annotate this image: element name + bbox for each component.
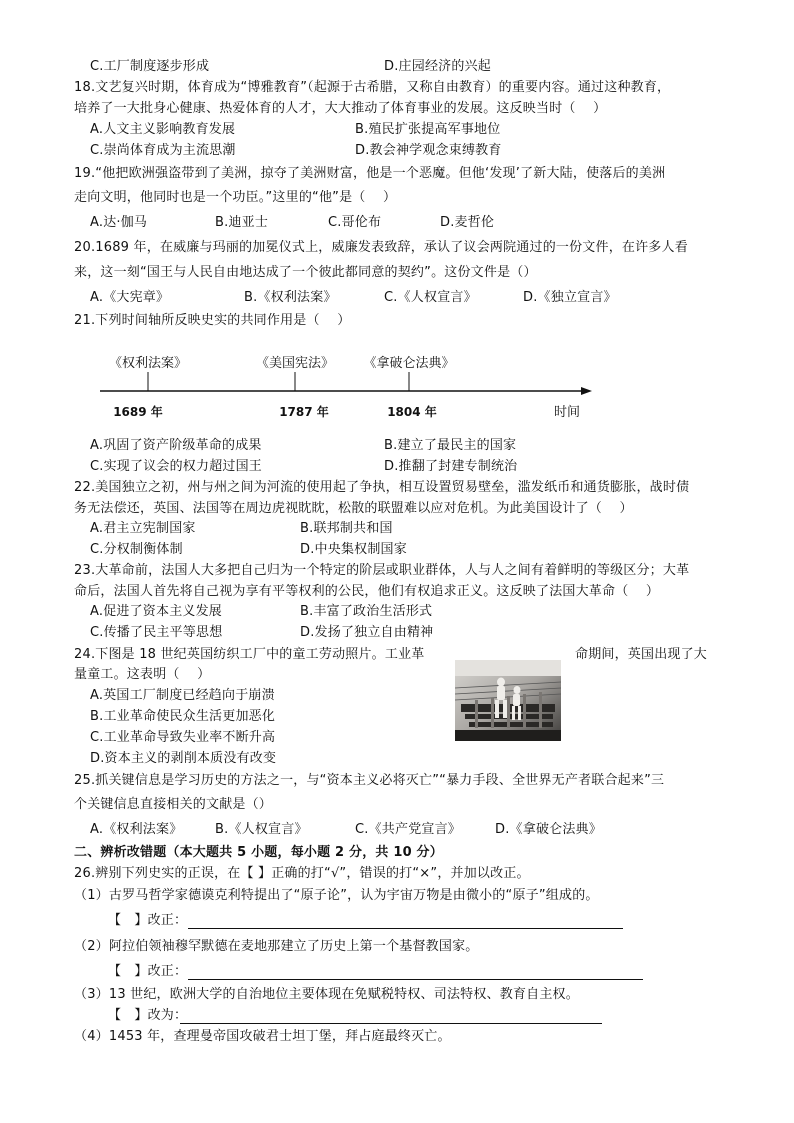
timeline-event-year: 1787 年 <box>279 405 329 419</box>
q21-stem: 21.下列时间轴所反映史实的共同作用是（ ） <box>74 313 351 328</box>
q26-item-correction-label: 【 】改正： <box>108 964 188 979</box>
q20-stem-line2: 来，这一刻“国王与人民自由地达成了一个彼此都同意的契约”。这份文件是（） <box>74 265 537 280</box>
q24-option-c: C.工业革命导致失业率不断升高 <box>90 730 276 745</box>
q25-stem-line1: 25.抓关键信息是学习历史的方法之一，与“资本主义必将灭亡”“暴力手段、全世界无产者联合起来”三 <box>74 773 665 788</box>
q20-stem-line1: 20.1689 年，在威廉与玛丽的加冕仪式上，威廉发表致辞，承认了议会两院通过的一份文件，在许多人看 <box>74 240 688 255</box>
q24-option-b: B.工业革命使民众生活更加恶化 <box>90 709 276 724</box>
q21-option-c: C.实现了议会的权力超过国王 <box>90 459 263 474</box>
q17-option-c: C.工厂制度逐步形成 <box>90 59 210 74</box>
q22-option-c: C.分权制衡体制 <box>90 542 183 557</box>
q21-option-a: A.巩固了资产阶级革命的成果 <box>90 438 262 453</box>
q25-option-b: B.《人权宣言》 <box>215 822 308 837</box>
q23-stem-line2: 命后，法国人首先将自己视为享有平等权利的公民，他们有权追求正义。这反映了法国大革命（ ） <box>74 584 660 599</box>
q25-stem-line2: 个关键信息直接相关的文献是（） <box>74 797 273 812</box>
q20-option-b: B.《权利法案》 <box>244 290 337 305</box>
q19-stem-line1: 19.“他把欧洲强盗带到了美洲，掠夺了美洲财富，他是一个恶魔。但他‘发现’了新大陆，使落后的美洲 <box>74 166 666 181</box>
q22-stem-line2: 务无法偿还，英国、法国等在周边虎视眈眈，松散的联盟难以应对危机。为此美国设计了（ ） <box>74 501 633 516</box>
q18-option-b: B.殖民扩张提高军事地位 <box>355 122 501 137</box>
q26-item-text: （1）古罗马哲学家德谟克利特提出了“原子论”，认为宇宙万物是由微小的“原子”组成的。 <box>74 888 599 903</box>
child-labor-photo <box>455 660 561 741</box>
timeline-axis-label: 时间 <box>553 405 581 420</box>
q21-option-d: D.推翻了封建专制统治 <box>384 459 518 474</box>
q23-option-d: D.发扬了独立自由精神 <box>300 625 434 640</box>
q18-stem-line1: 18.文艺复兴时期，体育成为“博雅教育”（起源于古希腊，又称自由教育）的重要内容。通过这种教育， <box>74 80 671 95</box>
q19-option-d: D.麦哲伦 <box>440 215 495 230</box>
q26-item-correction-label: 【 】改为： <box>108 1008 188 1023</box>
q18-option-d: D.教会神学观念束缚教育 <box>355 143 502 158</box>
q19-option-c: C.哥伦布 <box>328 215 382 230</box>
timeline-arrowhead <box>581 387 592 395</box>
answer-line[interactable] <box>180 1023 602 1024</box>
history-timeline <box>90 350 600 425</box>
answer-line[interactable] <box>188 928 623 929</box>
section-heading: 二、辨析改错题（本大题共 5 小题，每小题 2 分，共 10 分） <box>74 845 443 860</box>
q23-stem-line1: 23.大革命前，法国人大多把自己归为一个特定的阶层或职业群体，人与人之间有着鲜明的等级区分；大革 <box>74 563 690 578</box>
q18-stem-line2: 培养了一大批身心健康、热爱体育的人才，大大推动了体育事业的发展。这反映当时（ ） <box>74 101 607 116</box>
q26-item-text: （3）13 世纪，欧洲大学的自治地位主要体现在免赋税特权、司法特权、教育自主权。 <box>74 987 579 1002</box>
q26-item-correction-label: 【 】改正： <box>108 913 188 928</box>
q20-option-d: D.《独立宣言》 <box>523 290 617 305</box>
answer-line[interactable] <box>188 979 643 980</box>
q25-option-c: C.《共产党宣言》 <box>355 822 462 837</box>
q22-option-b: B.联邦制共和国 <box>300 521 393 536</box>
timeline-event-doc: 《权利法案》 <box>108 356 188 371</box>
q25-option-d: D.《拿破仑法典》 <box>495 822 602 837</box>
q20-option-c: C.《人权宣言》 <box>384 290 477 305</box>
q26-stem: 26.辨别下列史实的正误，在【 】正确的打“√”，错误的打“×”，并加以改正。 <box>74 866 530 881</box>
timeline-event-doc: 《拿破仑法典》 <box>363 356 455 371</box>
q21-option-b: B.建立了最民主的国家 <box>384 438 517 453</box>
timeline-event-year: 1689 年 <box>113 405 163 419</box>
q19-stem-line2: 走向文明，他同时也是一个功臣。”这里的“他”是（ ） <box>74 190 397 205</box>
q17-option-d: D.庄园经济的兴起 <box>384 59 491 74</box>
q19-option-b: B.迪亚士 <box>215 215 269 230</box>
q22-option-d: D.中央集权制国家 <box>300 542 407 557</box>
q26-item-text: （4）1453 年，查理曼帝国攻破君士坦丁堡，拜占庭最终灭亡。 <box>74 1029 451 1044</box>
q20-option-a: A.《大宪章》 <box>90 290 170 305</box>
q24-stem-line2: 量童工。这表明（ ） <box>74 667 211 682</box>
q24-option-a: A.英国工厂制度已经趋向于崩溃 <box>90 688 275 703</box>
q18-option-c: C.崇尚体育成为主流思潮 <box>90 143 236 158</box>
q22-option-a: A.君主立宪制国家 <box>90 521 196 536</box>
q23-option-b: B.丰富了政治生活形式 <box>300 604 433 619</box>
timeline-event-year: 1804 年 <box>387 405 437 419</box>
q24-option-d: D.资本主义的剥削本质没有改变 <box>90 751 277 766</box>
q22-stem-line1: 22.美国独立之初，州与州之间为河流的使用起了争执，相互设置贸易壁垒，滥发纸币和通货膨胀，战时债 <box>74 480 690 495</box>
q18-option-a: A.人文主义影响教育发展 <box>90 122 236 137</box>
q26-item-text: （2）阿拉伯领袖穆罕默德在麦地那建立了历史上第一个基督教国家。 <box>74 939 479 954</box>
q19-option-a: A.达·伽马 <box>90 215 148 230</box>
q23-option-a: A.促进了资本主义发展 <box>90 604 222 619</box>
q25-option-a: A.《权利法案》 <box>90 822 183 837</box>
q24-stem-line1-left: 24.下图是 18 世纪英国纺织工厂中的童工劳动照片。工业革 <box>74 647 425 662</box>
q24-stem-line1-right: 命期间，英国出现了大 <box>575 647 708 662</box>
timeline-event-doc: 《美国宪法》 <box>255 356 335 371</box>
q23-option-c: C.传播了民主平等思想 <box>90 625 223 640</box>
